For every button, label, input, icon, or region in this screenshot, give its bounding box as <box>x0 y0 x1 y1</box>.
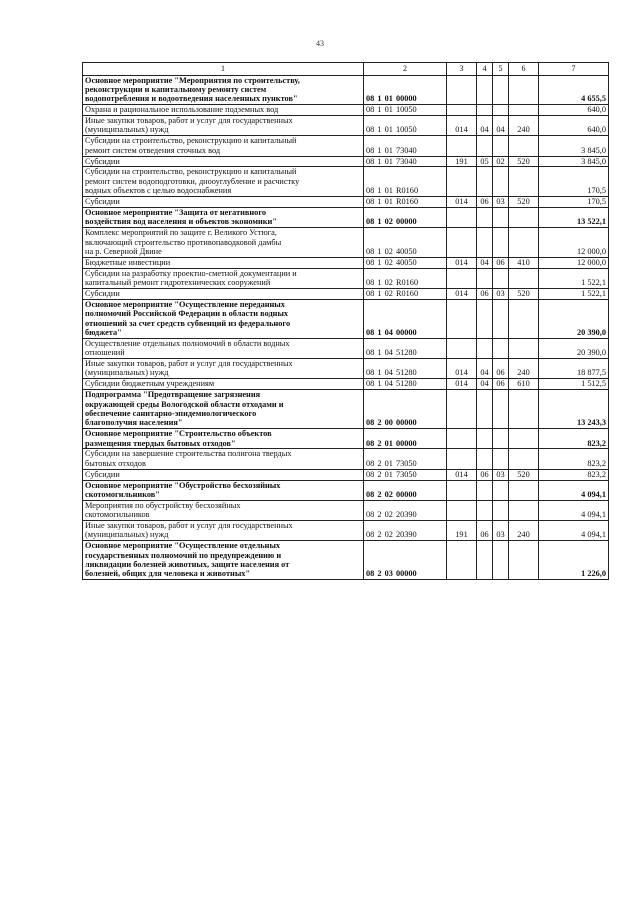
row-name-line: бюджета" <box>85 327 122 337</box>
target-code: 08 2 02 00000 <box>364 480 447 500</box>
row-name-line: Субсидии на строительство, реконструкцию и капитальный <box>85 136 297 146</box>
table-row <box>83 429 609 449</box>
subsection-code <box>493 390 509 429</box>
expense-type-code <box>509 268 539 288</box>
department-code <box>447 207 477 227</box>
subsection-code <box>493 299 509 338</box>
row-name-line: Субсидии <box>85 469 120 479</box>
row-name-line: скотомогильников <box>85 510 150 520</box>
department-code: 014 <box>447 257 477 268</box>
expense-type-code <box>509 449 539 469</box>
amount: 13 243,3 <box>539 390 609 429</box>
section-code <box>477 299 493 338</box>
amount: 1 522,1 <box>539 268 609 288</box>
section-code <box>477 480 493 500</box>
table-row <box>83 116 609 136</box>
amount: 823,2 <box>539 469 609 480</box>
department-code: 014 <box>447 116 477 136</box>
target-code: 08 1 01 R0160 <box>364 197 447 208</box>
row-name-line: на р. Северной Двине <box>85 246 162 256</box>
expense-type-code <box>509 299 539 338</box>
budget-table <box>82 62 609 580</box>
subsection-code <box>493 75 509 105</box>
section-code: 06 <box>477 288 493 299</box>
row-name-line: Основное мероприятие "Осуществление отдельных <box>85 541 281 551</box>
column-header: 5 <box>493 63 509 76</box>
row-name-line: размещения твердых бытовых отходов" <box>85 438 236 448</box>
row-name-line: Субсидии на завершение строительства полигона твердых <box>85 449 292 459</box>
table-row <box>83 228 609 258</box>
row-name-line: Субсидии на разработку проектно-сметной документации и <box>85 268 297 278</box>
amount: 1 512,5 <box>539 379 609 390</box>
table-row <box>83 390 609 429</box>
department-code <box>447 390 477 429</box>
row-name-line: (муниципальных) нужд <box>85 368 169 378</box>
subsection-code <box>493 480 509 500</box>
row-name <box>83 207 364 227</box>
expense-type-code: 520 <box>509 288 539 299</box>
section-code: 06 <box>477 197 493 208</box>
expense-type-code <box>509 167 539 197</box>
table-row <box>83 379 609 390</box>
department-code <box>447 167 477 197</box>
subsection-code: 06 <box>493 379 509 390</box>
column-header: 4 <box>477 63 493 76</box>
expense-type-code <box>509 480 539 500</box>
section-code <box>477 449 493 469</box>
amount: 823,2 <box>539 449 609 469</box>
row-name <box>83 541 364 580</box>
table-row <box>83 197 609 208</box>
subsection-code <box>493 228 509 258</box>
target-code: 08 2 03 00000 <box>364 541 447 580</box>
amount: 12 000,0 <box>539 228 609 258</box>
subsection-code <box>493 268 509 288</box>
row-name-line: капитальный ремонт гидротехнических сооружений <box>85 278 271 287</box>
row-name-line: государственных полномочий по предупреждению и <box>85 550 282 560</box>
table-row <box>83 338 609 358</box>
target-code: 08 1 04 51280 <box>364 359 447 379</box>
row-name-line: обеспечение санитарно-эпидемиологического <box>85 408 257 418</box>
target-code: 08 2 01 00000 <box>364 429 447 449</box>
target-code: 08 1 04 51280 <box>364 379 447 390</box>
expense-type-code <box>509 228 539 258</box>
subsection-code <box>493 541 509 580</box>
subsection-code <box>493 167 509 197</box>
row-name-line: водопотребления и водоотведения населенных пунктов" <box>85 94 298 104</box>
amount: 20 390,0 <box>539 299 609 338</box>
row-name-line: болезней, общих для человека и животных" <box>85 569 251 579</box>
amount: 13 522,1 <box>539 207 609 227</box>
amount: 823,2 <box>539 429 609 449</box>
target-code: 08 1 01 10050 <box>364 116 447 136</box>
row-name-line: скотомогильников" <box>85 489 160 499</box>
row-name-line: Субсидии <box>85 156 120 166</box>
target-code: 08 2 01 73050 <box>364 469 447 480</box>
table-row <box>83 268 609 288</box>
section-code <box>477 207 493 227</box>
expense-type-code: 410 <box>509 257 539 268</box>
amount: 4 094,1 <box>539 521 609 541</box>
row-name-line: Субсидии <box>85 197 120 206</box>
row-name-line: Иные закупки товаров, работ и услуг для государственных <box>85 521 293 530</box>
target-code: 08 1 01 73040 <box>364 136 447 156</box>
row-name-line: Субсидии бюджетным учреждениям <box>85 379 215 389</box>
section-code <box>477 390 493 429</box>
row-name-line: Мероприятия по обустройству бесхозяйных <box>85 500 241 510</box>
expense-type-code <box>509 338 539 358</box>
amount: 18 877,5 <box>539 359 609 379</box>
target-code: 08 1 04 00000 <box>364 299 447 338</box>
row-name-line: Субсидии на строительство, реконструкцию и капитальный <box>85 167 297 177</box>
target-code: 08 1 01 00000 <box>364 75 447 105</box>
expense-type-code: 240 <box>509 116 539 136</box>
row-name-line: Основное мероприятие "Осуществление переданных <box>85 299 285 309</box>
row-name-line: (муниципальных) нужд <box>85 125 169 135</box>
department-code <box>447 75 477 105</box>
department-code <box>447 480 477 500</box>
section-code <box>477 105 493 116</box>
section-code <box>477 268 493 288</box>
amount: 640,0 <box>539 105 609 116</box>
department-code: 014 <box>447 469 477 480</box>
department-code <box>447 299 477 338</box>
section-code <box>477 75 493 105</box>
department-code <box>447 541 477 580</box>
row-name <box>83 338 364 358</box>
target-code: 08 2 02 20390 <box>364 500 447 520</box>
subsection-code: 06 <box>493 257 509 268</box>
section-code <box>477 429 493 449</box>
row-name-line: (муниципальных) нужд <box>85 530 169 540</box>
subsection-code: 06 <box>493 359 509 379</box>
department-code <box>447 338 477 358</box>
row-name-line: ремонт систем отведения сточных вод <box>85 145 221 155</box>
column-header: 6 <box>509 63 539 76</box>
row-name-line: Основное мероприятие "Защита от негативного <box>85 207 267 217</box>
department-code <box>447 105 477 116</box>
department-code <box>447 449 477 469</box>
amount: 640,0 <box>539 116 609 136</box>
row-name-line: Основное мероприятие "Обустройство бесхозяйных <box>85 480 281 490</box>
row-name-line: Комплекс мероприятий по защите г. Великого Устюга, <box>85 228 277 238</box>
table-row <box>83 541 609 580</box>
row-name-line: полномочий Российской Федерации в области водных <box>85 309 289 319</box>
expense-type-code: 520 <box>509 197 539 208</box>
row-name <box>83 449 364 469</box>
expense-type-code <box>509 105 539 116</box>
page-number: 43 <box>316 39 324 48</box>
amount: 3 845,0 <box>539 156 609 167</box>
row-name <box>83 257 364 268</box>
subsection-code <box>493 105 509 116</box>
row-name <box>83 521 364 541</box>
amount: 1 226,0 <box>539 541 609 580</box>
subsection-code <box>493 500 509 520</box>
amount: 12 000,0 <box>539 257 609 268</box>
subsection-code: 04 <box>493 116 509 136</box>
row-name-line: реконструкции и капитальному ремонту систем <box>85 84 267 94</box>
section-code <box>477 500 493 520</box>
department-code <box>447 136 477 156</box>
department-code <box>447 429 477 449</box>
department-code: 191 <box>447 156 477 167</box>
row-name <box>83 156 364 167</box>
row-name-line: водных объектов с целью водоснабжения <box>85 186 232 196</box>
section-code: 04 <box>477 359 493 379</box>
row-name <box>83 299 364 338</box>
expense-type-code <box>509 429 539 449</box>
department-code: 014 <box>447 359 477 379</box>
amount: 4 655,5 <box>539 75 609 105</box>
target-code: 08 2 01 73050 <box>364 449 447 469</box>
column-header: 3 <box>447 63 477 76</box>
amount: 1 522,1 <box>539 288 609 299</box>
target-code: 08 1 02 40050 <box>364 257 447 268</box>
section-code: 06 <box>477 469 493 480</box>
expense-type-code <box>509 390 539 429</box>
target-code: 08 1 04 51280 <box>364 338 447 358</box>
section-code <box>477 338 493 358</box>
row-name-line: Подпрограмма "Предотвращение загрязнения <box>85 390 261 400</box>
row-name <box>83 390 364 429</box>
row-name-line: отношений за счет средств субвенций из федерального <box>85 318 291 328</box>
expense-type-code: 520 <box>509 469 539 480</box>
subsection-code <box>493 207 509 227</box>
department-code: 014 <box>447 288 477 299</box>
table-header-row <box>83 63 609 76</box>
subsection-code <box>493 136 509 156</box>
amount: 20 390,0 <box>539 338 609 358</box>
row-name-line: воздействия вод населения и объектов экономики" <box>85 217 277 227</box>
row-name-line: Субсидии <box>85 288 120 298</box>
subsection-code <box>493 429 509 449</box>
section-code: 04 <box>477 379 493 390</box>
row-name <box>83 359 364 379</box>
row-name <box>83 480 364 500</box>
amount: 170,5 <box>539 197 609 208</box>
department-code <box>447 228 477 258</box>
row-name-line: включающий строительство противопаводковой дамбы <box>85 237 282 247</box>
amount: 4 094,1 <box>539 500 609 520</box>
table-row <box>83 449 609 469</box>
row-name <box>83 136 364 156</box>
subsection-code: 03 <box>493 197 509 208</box>
target-code: 08 1 02 40050 <box>364 228 447 258</box>
amount: 170,5 <box>539 167 609 197</box>
row-name <box>83 379 364 390</box>
section-code: 05 <box>477 156 493 167</box>
section-code <box>477 228 493 258</box>
row-name-line: отношений <box>85 348 125 358</box>
table-row <box>83 469 609 480</box>
section-code <box>477 167 493 197</box>
row-name-line: окружающей среды Вологодской области отходами и <box>85 399 284 409</box>
table-row <box>83 257 609 268</box>
target-code: 08 1 02 R0160 <box>364 268 447 288</box>
target-code: 08 2 02 20390 <box>364 521 447 541</box>
row-name <box>83 469 364 480</box>
table-row <box>83 500 609 520</box>
table-row <box>83 167 609 197</box>
row-name <box>83 500 364 520</box>
row-name-line: Иные закупки товаров, работ и услуг для государственных <box>85 359 293 368</box>
target-code: 08 1 02 00000 <box>364 207 447 227</box>
target-code: 08 1 02 R0160 <box>364 288 447 299</box>
expense-type-code: 610 <box>509 379 539 390</box>
amount: 3 845,0 <box>539 136 609 156</box>
table-row <box>83 288 609 299</box>
amount: 4 094,1 <box>539 480 609 500</box>
row-name-line: бытовых отходов <box>85 458 146 468</box>
table-row <box>83 156 609 167</box>
expense-type-code: 520 <box>509 156 539 167</box>
table-row <box>83 75 609 105</box>
department-code: 014 <box>447 379 477 390</box>
table-row <box>83 105 609 116</box>
section-code <box>477 136 493 156</box>
row-name-line: Охрана и рациональное использование подземных вод <box>85 105 279 115</box>
row-name-line: ликвидации болезней животных, защите населения от <box>85 560 290 569</box>
expense-type-code <box>509 541 539 580</box>
row-name <box>83 167 364 197</box>
table-row <box>83 136 609 156</box>
column-header: 1 <box>83 63 364 76</box>
table-row <box>83 359 609 379</box>
row-name <box>83 116 364 136</box>
table-row <box>83 207 609 227</box>
row-name <box>83 288 364 299</box>
row-name <box>83 429 364 449</box>
table-row <box>83 299 609 338</box>
row-name-line: Основное мероприятие "Строительство объектов <box>85 429 272 439</box>
section-code: 06 <box>477 521 493 541</box>
row-name <box>83 228 364 258</box>
table-row <box>83 480 609 500</box>
section-code: 04 <box>477 257 493 268</box>
subsection-code <box>493 338 509 358</box>
subsection-code: 03 <box>493 288 509 299</box>
section-code <box>477 541 493 580</box>
row-name <box>83 197 364 208</box>
target-code: 08 2 00 00000 <box>364 390 447 429</box>
expense-type-code <box>509 75 539 105</box>
table-row <box>83 521 609 541</box>
expense-type-code <box>509 136 539 156</box>
section-code: 04 <box>477 116 493 136</box>
department-code <box>447 500 477 520</box>
target-code: 08 1 01 10050 <box>364 105 447 116</box>
expense-type-code <box>509 207 539 227</box>
column-header: 7 <box>539 63 609 76</box>
row-name-line: ремонт систем водоподготовки, днооуглубление и расчистку <box>85 176 300 186</box>
row-name-line: Основное мероприятие "Мероприятия по строительству, <box>85 75 300 85</box>
subsection-code: 02 <box>493 156 509 167</box>
target-code: 08 1 01 R0160 <box>364 167 447 197</box>
subsection-code <box>493 449 509 469</box>
expense-type-code <box>509 500 539 520</box>
column-header: 2 <box>364 63 447 76</box>
subsection-code: 03 <box>493 469 509 480</box>
row-name-line: Иные закупки товаров, работ и услуг для государственных <box>85 116 293 125</box>
row-name <box>83 268 364 288</box>
row-name-line: благополучия населения" <box>85 418 183 428</box>
subsection-code: 03 <box>493 521 509 541</box>
expense-type-code: 240 <box>509 521 539 541</box>
target-code: 08 1 01 73040 <box>364 156 447 167</box>
department-code: 014 <box>447 197 477 208</box>
department-code: 191 <box>447 521 477 541</box>
row-name-line: Осуществление отдельных полномочий в области водных <box>85 338 290 348</box>
row-name-line: Бюджетные инвестиции <box>85 257 171 267</box>
row-name <box>83 105 364 116</box>
row-name <box>83 75 364 105</box>
department-code <box>447 268 477 288</box>
expense-type-code: 240 <box>509 359 539 379</box>
